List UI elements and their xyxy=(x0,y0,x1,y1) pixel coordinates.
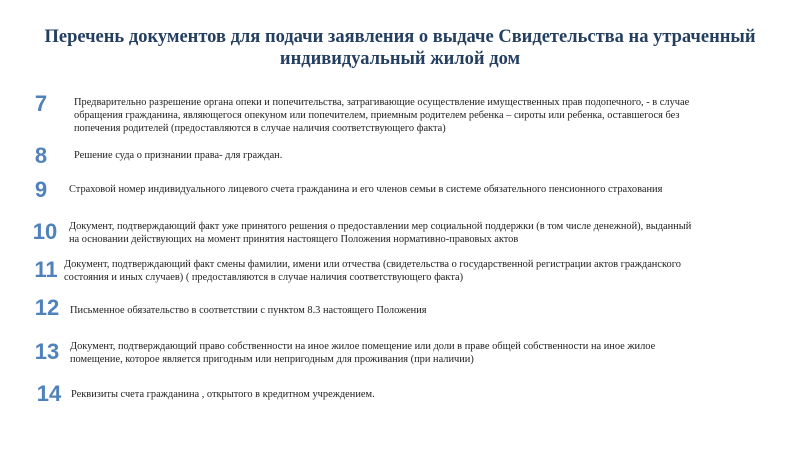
item-text-line: помещение, которое является пригодным или непригодным для проживания (при наличии) xyxy=(70,354,474,365)
item-text xyxy=(74,96,689,135)
item-text-line: Предварительно разрешение органа опеки и попечительства, затрагивающие осуществление имущественных прав подопечного, - в случае xyxy=(74,97,690,108)
item-text-line: Письменное обязательство в соответствии с пунктом 8.3 настоящего Положения xyxy=(70,305,427,316)
item-text-line: попечения родителей (предоставляются в случае наличия соответствующего факта) xyxy=(74,123,446,134)
item-text-line: Решение суда о признании права- для граждан. xyxy=(74,150,283,161)
item-text-line: Документ, подтверждающий факт уже принятого решения о предоставлении мер социальной поддержки (в том числе денежной), выданный xyxy=(69,221,692,232)
item-number: 8 xyxy=(34,143,48,168)
page-title-line-1: Перечень документов для подачи заявления о выдаче Свидетельства на утраченный xyxy=(44,27,756,47)
item-text xyxy=(69,183,662,196)
item-text-line: обращения гражданина, являющегося опекуном или попечителем, приемным родителем ребенка – сироты или ребенка, оставшегося без xyxy=(74,110,680,121)
item-text xyxy=(70,304,427,317)
item-number: 13 xyxy=(34,339,60,364)
item-number: 9 xyxy=(34,177,48,202)
item-text-line: на основании действующих на момент принятия настоящего Положения нормативно-правовых актов xyxy=(69,234,519,245)
item-text xyxy=(64,258,681,284)
item-text xyxy=(69,220,691,246)
page-title-line-2: индивидуальный жилой дом xyxy=(279,49,521,69)
item-text-line: Страховой номер индивидуального лицевого счета гражданина и его членов семьи в системе обязательного пенсионного страхования xyxy=(69,184,663,195)
item-text xyxy=(74,149,282,162)
item-text xyxy=(70,340,655,366)
item-number: 10 xyxy=(32,219,58,244)
page-title xyxy=(20,26,780,70)
item-text-line: Документ, подтверждающий факт смены фамилии, имени или отчества (свидетельства о государственной регистрации актов гражданского xyxy=(64,259,681,270)
item-text-line: Реквизиты счета гражданина , открытого в кредитном учреждением. xyxy=(71,389,375,400)
item-text-line: Документ, подтверждающий право собственности на иное жилое помещение или доли в праве общей собственности на иное жилое xyxy=(70,341,656,352)
item-number: 12 xyxy=(34,295,60,320)
item-number: 11 xyxy=(34,257,58,282)
item-text-line: состояния и иных случаев) ( предоставляются в случае наличия соответствующего факта) xyxy=(64,272,464,283)
item-number: 14 xyxy=(36,381,62,406)
item-number: 7 xyxy=(34,91,48,116)
item-text xyxy=(71,388,375,401)
